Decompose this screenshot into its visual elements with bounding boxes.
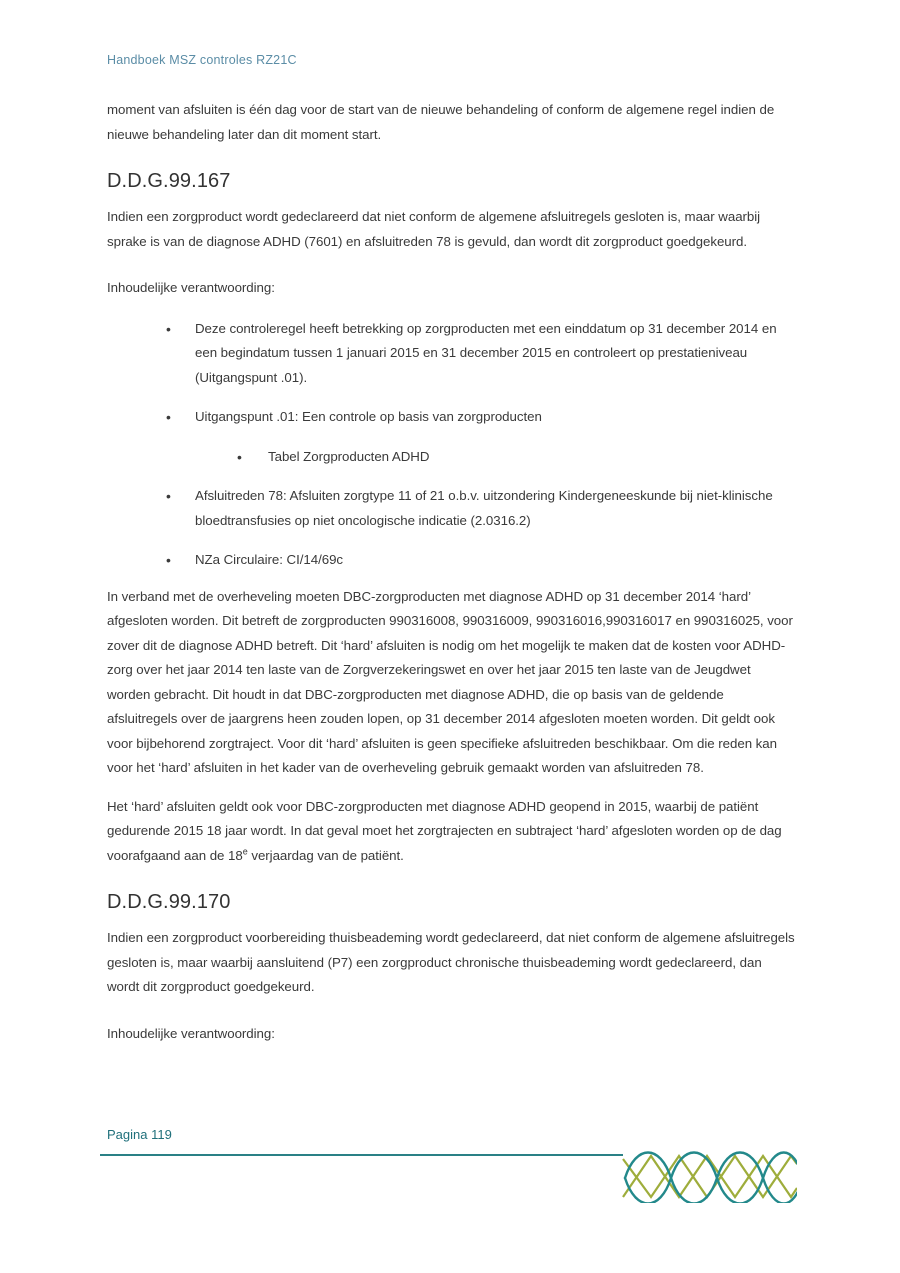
list-item-nza-circulaire — [107, 548, 795, 573]
list-item-text: NZa Circulaire: CI/14/69c — [195, 552, 344, 567]
section-167-intro-paragraph: Indien een zorgproduct wordt gedeclareerd dat niet conform de algemene afsluitregels gesloten is, maar waarbij sprake is van de diagnose ADHD (7601) en afsluitreden 78 is gevuld, dan wordt dit zorgproduct goedgekeurd. — [107, 209, 761, 249]
list-item-uitgangspunt — [107, 405, 795, 430]
list-item-text: Tabel Zorgproducten ADHD — [268, 448, 430, 464]
list-item-tabel-zorgproducten — [107, 445, 795, 470]
list-item-text: Uitgangspunt .01: Een controle op basis van zorgproducten — [195, 409, 542, 424]
list-item-text: Afsluitreden 78: Afsluiten zorgtype 11 of 21 o.b.v. uitzondering Kindergeneeskunde bij niet-klinische bloedtransfusies op niet oncologische indicatie (2.0316.2) — [195, 488, 773, 528]
page-number: Pagina 119 — [107, 1127, 172, 1142]
section-170-intro-paragraph: Indien een zorgproduct voorbereiding thuisbeademing wordt gedeclareerd, dat niet conform de algemene afsluitregels gesloten is, maar waarbij aansluitend (P7) een zorgproduct chronische thuisbeademing wordt gedeclareerd, dan wordt dit zorgproduct goedgekeurd. — [107, 930, 795, 994]
section-heading-ddg-99-167: D.D.G.99.167 — [107, 170, 231, 192]
braid-logo-icon — [621, 1151, 797, 1203]
section-heading-ddg-99-170: D.D.G.99.170 — [107, 891, 231, 913]
list-item-controleregel — [107, 317, 795, 391]
list-item-afsluitreden — [107, 484, 795, 533]
paragraph-verjaardag-text: Het ‘hard’ afsluiten geldt ook voor DBC-zorgproducten met diagnose ADHD geopend in 2015, waarbij de patiënt gedurende 2015 18 jaar wordt. In dat geval moet het zorgtrajecten en subtraject ‘hard’ afgesloten worden op de dag voorafgaand aan de 18 — [107, 798, 782, 863]
verantwoording-label-167: Inhoudelijke verantwoording: — [107, 280, 275, 295]
document-content — [107, 52, 795, 1046]
ordinal-superscript: e — [242, 846, 248, 857]
paragraph-verjaardag-text-end: verjaardag van de patiënt. — [247, 847, 404, 863]
document-header-title: Handboek MSZ controles RZ21C — [107, 53, 297, 67]
list-item-text: Deze controleregel heeft betrekking op zorgproducten met een einddatum op 31 december 2014 en een begindatum tussen 1 januari 2015 en 31 december 2015 en controleert op prestatieniveau (Uitgangspunt .01). — [195, 320, 777, 385]
paragraph-overheveling: In verband met de overheveling moeten DBC-zorgproducten met diagnose ADHD op 31 december 2014 ‘hard’ afgesloten worden. Dit betreft de zorgproducten 990316008, 990316009, 990316016,990316017 en 990316025, voor zover dit de diagnose ADHD betreft. Dit ‘hard’ afsluiten is nodig om het mogelijk te maken dat de kosten voor ADHD-zorg over het jaar 2014 ten laste van de Zorgverzekeringswet en over het jaar 2015 ten laste van de Jeugdwet worden gebracht. Dit houdt in dat DBC-zorgproducten met diagnose ADHD, die op basis van de geldende afsluitregels over de jaargrens heen zouden lopen, op 31 december 2014 afgesloten moeten worden. Dit geldt ook voor bijbehorend zorgtraject. Voor dit ‘hard’ afsluiten is geen specifieke afsluitreden beschikbaar. Om die reden kan voor het ‘hard’ afsluiten in het kader van de overheveling gebruik gemaakt worden van afsluitreden 78. — [107, 588, 793, 775]
footer-divider-rule — [100, 1154, 623, 1156]
verantwoording-label-170: Inhoudelijke verantwoording: — [107, 1025, 275, 1041]
intro-paragraph: moment van afsluiten is één dag voor de start van de nieuwe behandeling of conform de algemene regel indien de nieuwe behandeling later dan dit moment start. — [107, 102, 775, 142]
verantwoording-bullet-list — [107, 317, 795, 573]
page-footer — [107, 1126, 795, 1236]
paragraph-verjaardag — [107, 795, 795, 869]
